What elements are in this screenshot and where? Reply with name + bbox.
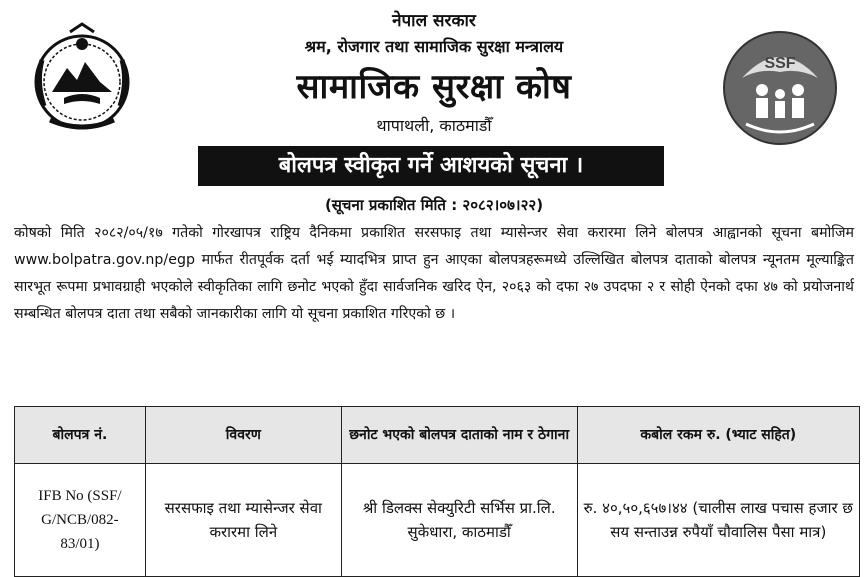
svg-text:SSF: SSF [764, 55, 796, 72]
notice-body: कोषको मिति २०८२/०५/१७ गतेको गोरखापत्र राष्ट्रिय दैनिकमा प्रकाशित सरसफाइ तथा म्यासेन्जर सेवा करारमा लिने बोलपत्र आह्वानको सूचना बमोजिम www.bolpatra.gov.np/egp मार्फत रीतपूर्वक दर्ता भई म्यादभित्र प्राप्त हुन आएका बोलपत्रहरूमध्ये उल्लिखित बोलपत्र दाताको बोलपत्र न्यूनतम मूल्याङ्कित सारभूत रूपमा प्रभावग्राही भएकोले स्वीकृतिका लागि छनोट भएको हुँदा सार्वजनिक खरिद ऐन, २०६३ को दफा २७ उपदफा २ र सोही ऐनको दफा ४७ को प्रयोजनार्थ सम्बन्धित बोलपत्र दाता तथा सबैको जानकारीका लागि यो सूचना प्रकाशित गरिएको छ । [14, 225, 854, 322]
cell-description: सरसफाइ तथा म्यासेन्जर सेवा करारमा लिने [145, 464, 341, 577]
government-name: नेपाल सरकार [392, 11, 476, 31]
table-header-row [15, 407, 860, 464]
header-amount: कबोल रकम रु. (भ्याट सहित) [577, 407, 859, 464]
cell-bidder: श्री डिलक्स सेक्युरिटी सर्भिस प्रा.लि. सुकेधारा, काठमाडौँ [341, 464, 577, 577]
table-row [15, 464, 860, 577]
header-description: विवरण [145, 407, 341, 464]
bid-table [14, 406, 860, 577]
publication-date: (सूचना प्रकाशित मिति : २०८२।०७।२२) [324, 196, 544, 214]
cell-bid-no: IFB No (SSF/ G/NCB/082- 83/01) [15, 464, 146, 577]
organization-name: सामाजिक सुरक्षा कोष [296, 67, 572, 107]
ministry-name: श्रम, रोजगार तथा सामाजिक सुरक्षा मन्त्रालय [304, 37, 564, 56]
cell-amount: रु. ४०,५०,६५७।४४ (चालीस लाख पचास हजार छ सय सन्ताउन्न रुपैयाँ चौवालिस पैसा मात्र) [577, 464, 859, 577]
header-bid-no: बोलपत्र नं. [15, 407, 146, 464]
notice-title: बोलपत्र स्वीकृत गर्ने आशयको सूचना । [198, 146, 664, 186]
header-bidder: छनोट भएको बोलपत्र दाताको नाम र ठेगाना [341, 407, 577, 464]
organization-address: थापाथली, काठमाडौँ [376, 116, 492, 135]
